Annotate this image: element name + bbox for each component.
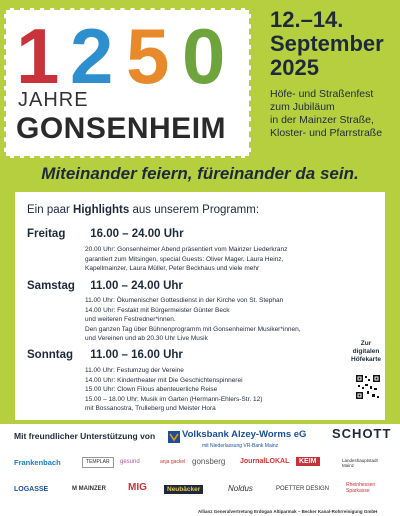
qr-label bbox=[349, 340, 383, 364]
event-line: 11.00 Uhr: Ökumenischer Gottesdienst in der Kirche von St. Stephan bbox=[85, 297, 284, 304]
festival-line: Kloster- und Pfarrstraße bbox=[270, 127, 383, 139]
qr-label-line: Zur bbox=[360, 340, 372, 347]
date-month: September bbox=[270, 31, 384, 56]
intro-suffix: aus unserem Programm: bbox=[132, 204, 260, 216]
intro-highlight: Highlights bbox=[73, 204, 130, 216]
sponsor-logo: gesund bbox=[120, 459, 140, 465]
sponsor-logo: TEMPLAR bbox=[82, 457, 114, 468]
festival-line: in der Mainzer Straße, bbox=[270, 114, 374, 126]
volksbank-logo: Volksbank Alzey-Worms eG bbox=[182, 429, 307, 440]
intro-prefix: Ein paar bbox=[27, 204, 70, 216]
volksbank-sub: mit Niederlassung VR-Bank Mainz bbox=[202, 443, 279, 449]
sponsor-logo: Noldus bbox=[228, 484, 253, 493]
anniversary-stamp bbox=[4, 8, 251, 158]
festival-line: Höfe- und Straßenfest bbox=[270, 88, 374, 100]
event-line: 14.00 Uhr: Kindertheater mit Die Geschichtenspinnerei bbox=[85, 376, 243, 384]
sponsor-logo: Frankenbach bbox=[14, 458, 61, 467]
event-line: mit Bossanostra, Trulleberg und Meister Hora bbox=[85, 405, 216, 412]
sponsor-logo: gonsberg bbox=[192, 457, 226, 466]
motto: Miteinander feiern, füreinander da sein. bbox=[41, 164, 359, 183]
schott-logo: SCHOTT bbox=[332, 426, 392, 441]
sponsor-logo: JournalLOKAL bbox=[240, 458, 290, 465]
date-year: 2025 bbox=[270, 55, 319, 80]
sponsor-logo: Neubäcker bbox=[164, 485, 203, 494]
sponsor-logo: POETTER DESIGN bbox=[276, 486, 330, 492]
sponsor-logo: Rheinhessen Sparkasse bbox=[346, 482, 376, 494]
event-line: 15.00 Uhr: Clown Filous abenteuerliche Reise bbox=[85, 386, 218, 393]
sponsor-footer: Allianz Generalvertretung Erdogan Altiparmak – Becker Kanal-Rohrreinigung GmbH bbox=[198, 509, 378, 514]
day-name: Freitag bbox=[27, 228, 66, 240]
day-time: 11.00 – 24.00 Uhr bbox=[90, 280, 183, 292]
day-events bbox=[85, 245, 355, 274]
volksbank-icon bbox=[168, 431, 180, 443]
anniversary-digit-5: 5 bbox=[126, 12, 170, 100]
program-intro bbox=[27, 204, 259, 216]
event-line: 11.00 Uhr: Festumzug der Vereine bbox=[85, 367, 184, 374]
sponsor-logo: M MAINZER bbox=[72, 486, 106, 492]
day-events bbox=[85, 366, 355, 414]
sponsor-logo: KEIM bbox=[296, 457, 320, 466]
event-line: und weiteren Festredner*innen. bbox=[85, 316, 176, 323]
gonsenheim-title: GONSENHEIM bbox=[16, 112, 227, 145]
event-line: 15.00 – 18.00 Uhr: Musik im Garten (Hermann-Ehlers-Str. 12) bbox=[85, 395, 263, 403]
qr-label-line: digitalen bbox=[352, 348, 380, 355]
day-time: 11.00 – 16.00 Uhr bbox=[90, 349, 183, 361]
qr-code-icon[interactable] bbox=[355, 374, 381, 400]
day-sunday bbox=[27, 349, 183, 361]
day-saturday bbox=[27, 280, 183, 292]
event-line: garantiert zum Mitsingen, special Guests: Oliver Mager, Laura Heinz, bbox=[85, 255, 284, 263]
sponsor-logo: Landeshauptstadt Mainz bbox=[342, 458, 378, 468]
event-line: 20.00 Uhr: Gonsenheimer Abend präsentiert vom Mainzer Liederkranz bbox=[85, 246, 288, 253]
program-box bbox=[15, 192, 385, 420]
sponsor-logo: anja gackel bbox=[160, 459, 186, 465]
sponsors-section bbox=[0, 424, 400, 516]
date-days: 12.–14. bbox=[270, 7, 344, 32]
festival-line: zum Jubiläum bbox=[270, 101, 335, 113]
day-time: 16.00 – 24.00 Uhr bbox=[90, 228, 184, 240]
day-friday bbox=[27, 228, 184, 240]
sponsors-title: Mit freundlicher Unterstützung von bbox=[14, 431, 156, 441]
qr-label-line: Höfekarte bbox=[351, 356, 381, 363]
day-name: Samstag bbox=[27, 280, 75, 292]
day-events bbox=[85, 296, 355, 344]
anniversary-digit-0: 0 bbox=[182, 12, 226, 100]
day-name: Sonntag bbox=[27, 349, 73, 361]
anniversary-digit-1: 1 bbox=[16, 12, 60, 100]
event-line: und Vereinen und ab 20.30 Uhr Live Musik bbox=[85, 335, 208, 342]
festival-description bbox=[270, 88, 395, 140]
jahre-label: JAHRE bbox=[18, 89, 89, 111]
event-line: Den ganzen Tag über Bühnenprogramm mit Gonsenheimer Musiker*innen, bbox=[85, 325, 301, 333]
anniversary-digit-2: 2 bbox=[70, 12, 114, 100]
sponsor-logo: MIG bbox=[128, 482, 147, 493]
sponsor-logo: LOGASSE bbox=[14, 486, 49, 493]
event-date bbox=[270, 8, 384, 80]
event-line: 14.00 Uhr: Festakt mit Bürgermeister Günter Beck bbox=[85, 306, 230, 314]
event-line: Kapellmainzer, Laura Müller, Peter Beckhaus und viele mehr bbox=[85, 265, 260, 272]
